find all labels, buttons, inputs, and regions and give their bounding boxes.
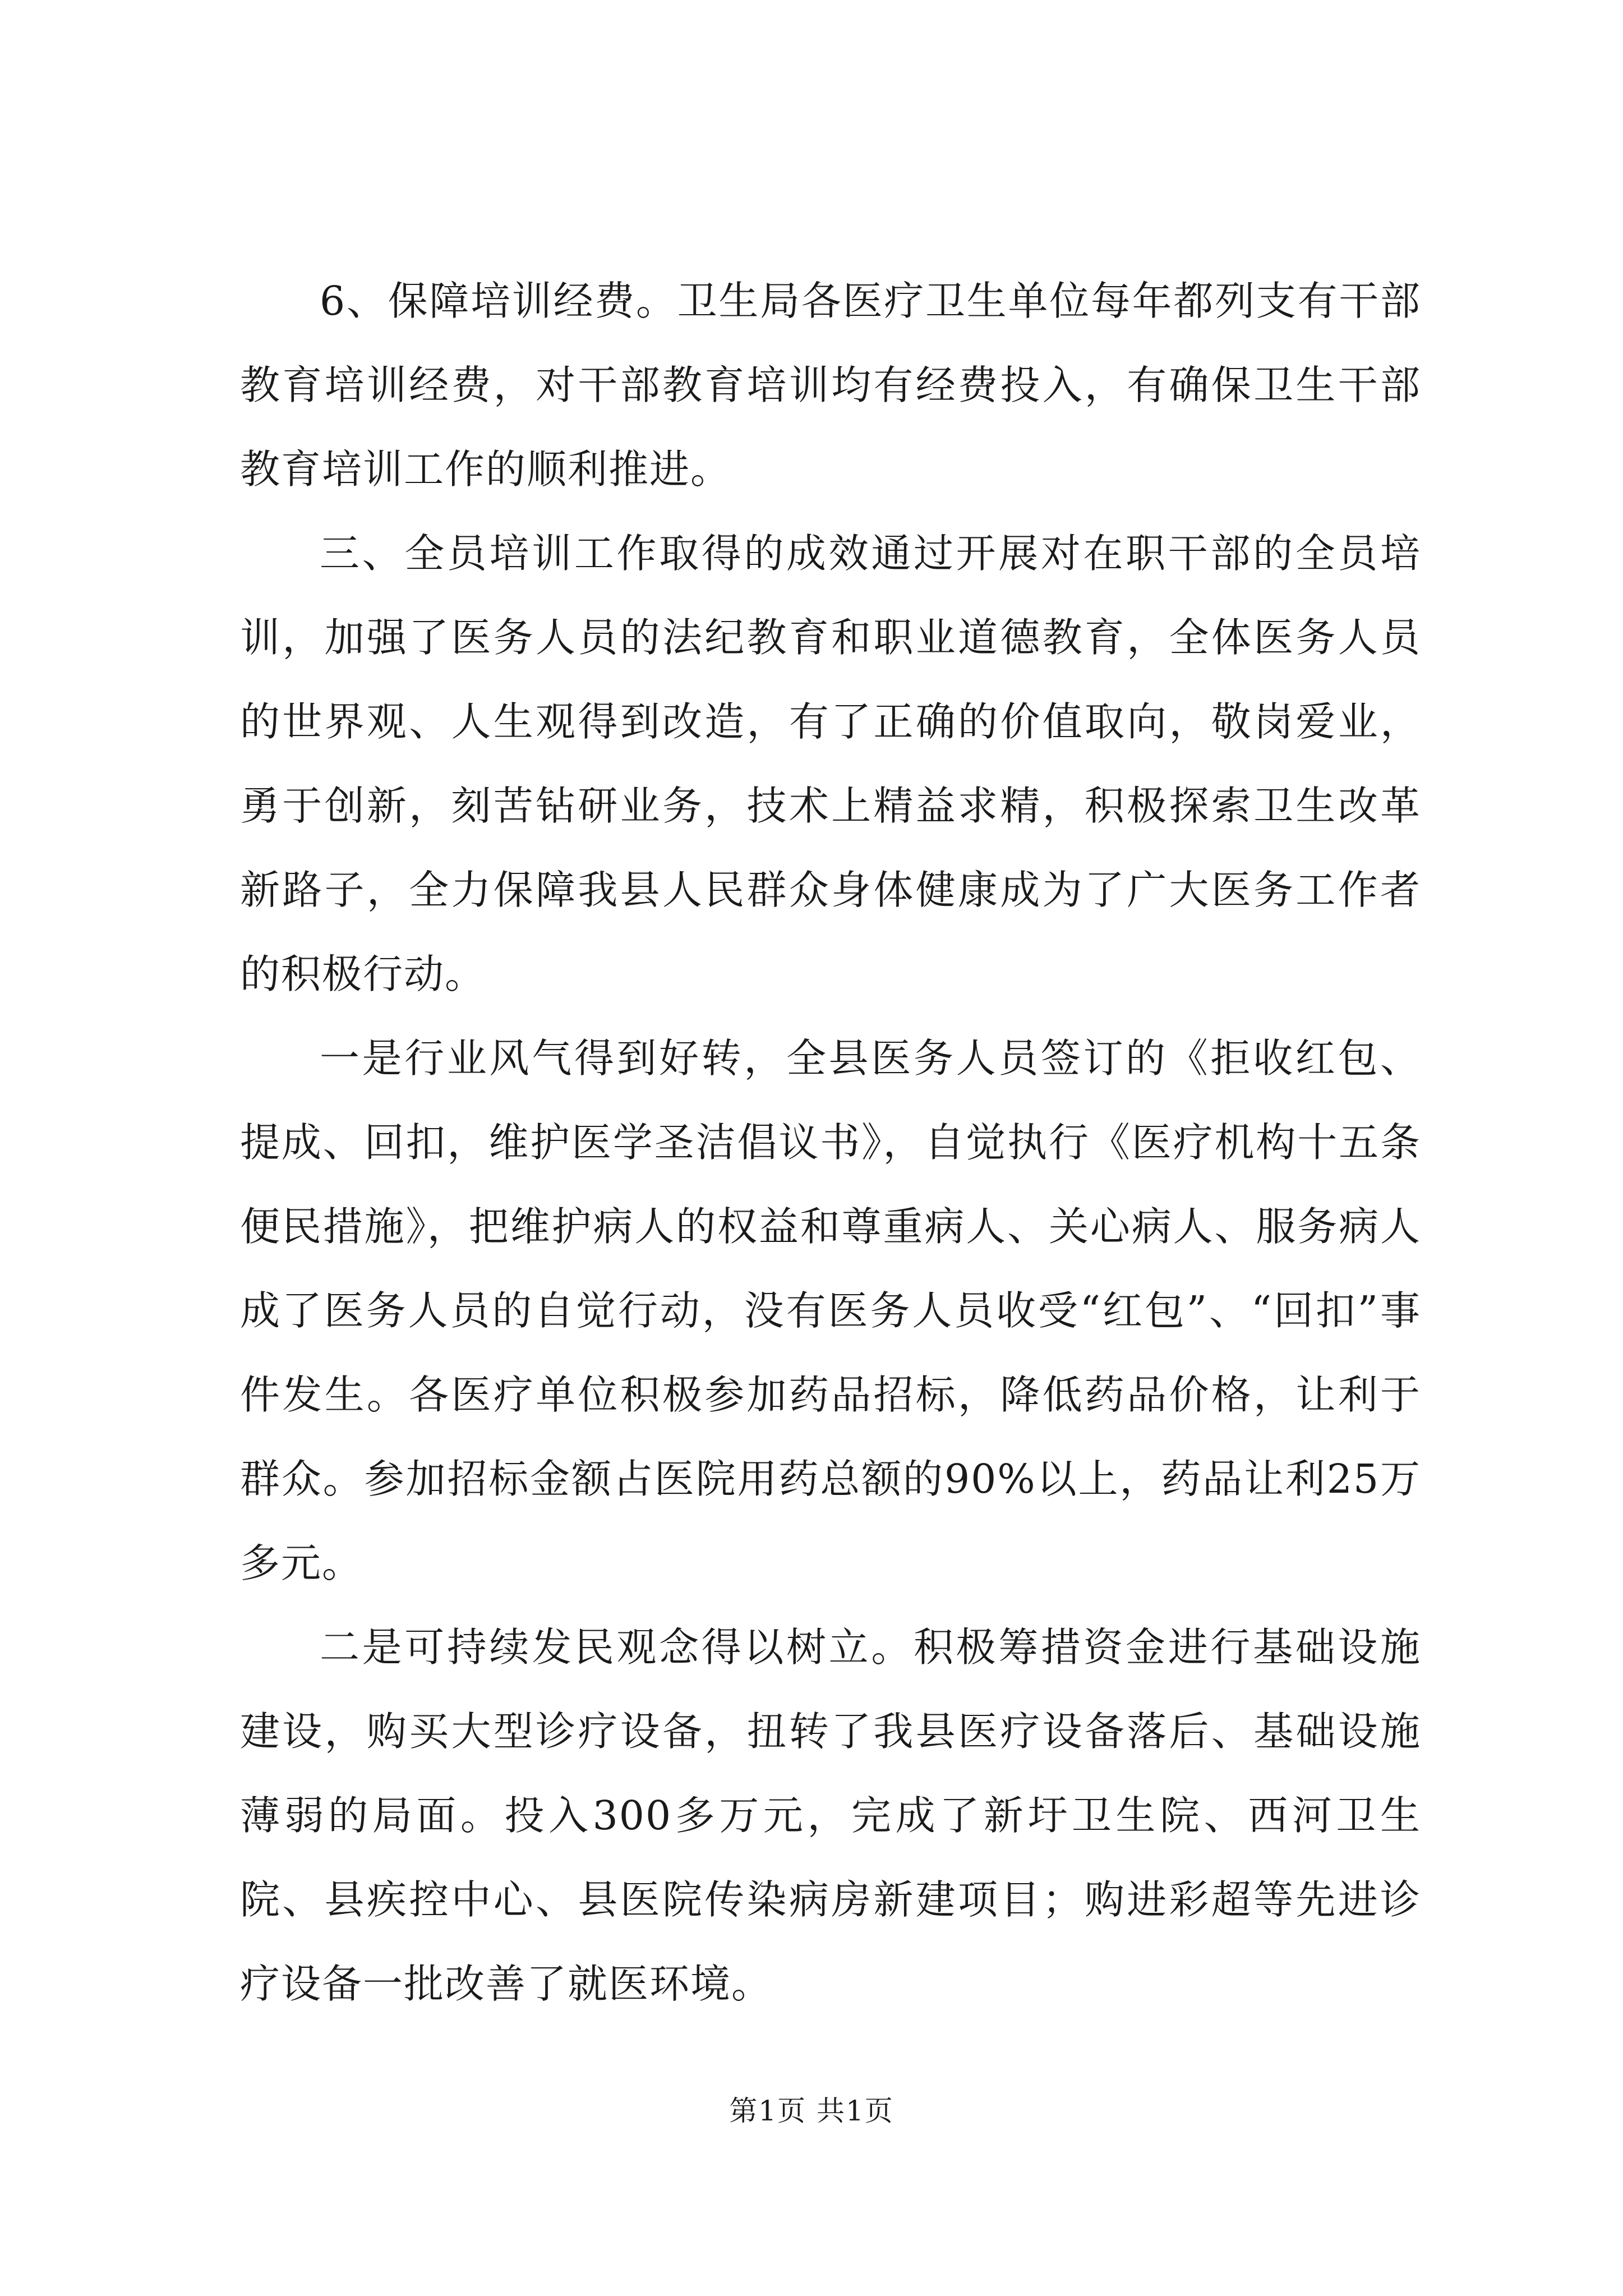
- paragraph-training-results: 三、全员培训工作取得的成效通过开展对在职干部的全员培训，加强了医务人员的法纪教育和职业道德教育，全体医务人员的世界观、人生观得到改造，有了正确的价值取向，敬岗爱业，勇于创新，刻苦钻研业务，技术上精益求精，积极探索卫生改革新路子，全力保障我县人民群众身体健康成为了广大医务工作者的积极行动。: [240, 530, 1421, 997]
- paragraph-sustainable-development: 二是可持续发民观念得以树立。积极筹措资金进行基础设施建设，购买大型诊疗设备，扭转了我县医疗设备落后、基础设施薄弱的局面。投入300多万元，完成了新圩卫生院、西河卫生院、县疾控中心、县医院传染病房新建项目；购进彩超等先进诊疗设备一批改善了就医环境。: [240, 1624, 1421, 2007]
- paragraph-training-funds: 6、保障培训经费。卫生局各医疗卫生单位每年都列支有干部教育培训经费，对干部教育培训均有经费投入，有确保卫生干部教育培训工作的顺利推进。: [240, 278, 1421, 493]
- paragraph-industry-ethos: 一是行业风气得到好转，全县医务人员签订的《拒收红包、提成、回扣，维护医学圣洁倡议书》，自觉执行《医疗机构十五条便民措施》，把维护病人的权益和尊重病人、关心病人、服务病人成了医务人员的自觉行动，没有医务人员收受“红包”、“回扣”事件发生。各医疗单位积极参加药品招标，降低药品价格，让利于群众。参加招标金额占医院用药总额的90%以上，药品让利25万多元。: [240, 1035, 1421, 1586]
- page-number-footer: 第1页 共1页: [729, 2095, 894, 2127]
- document-body: [240, 259, 1421, 2026]
